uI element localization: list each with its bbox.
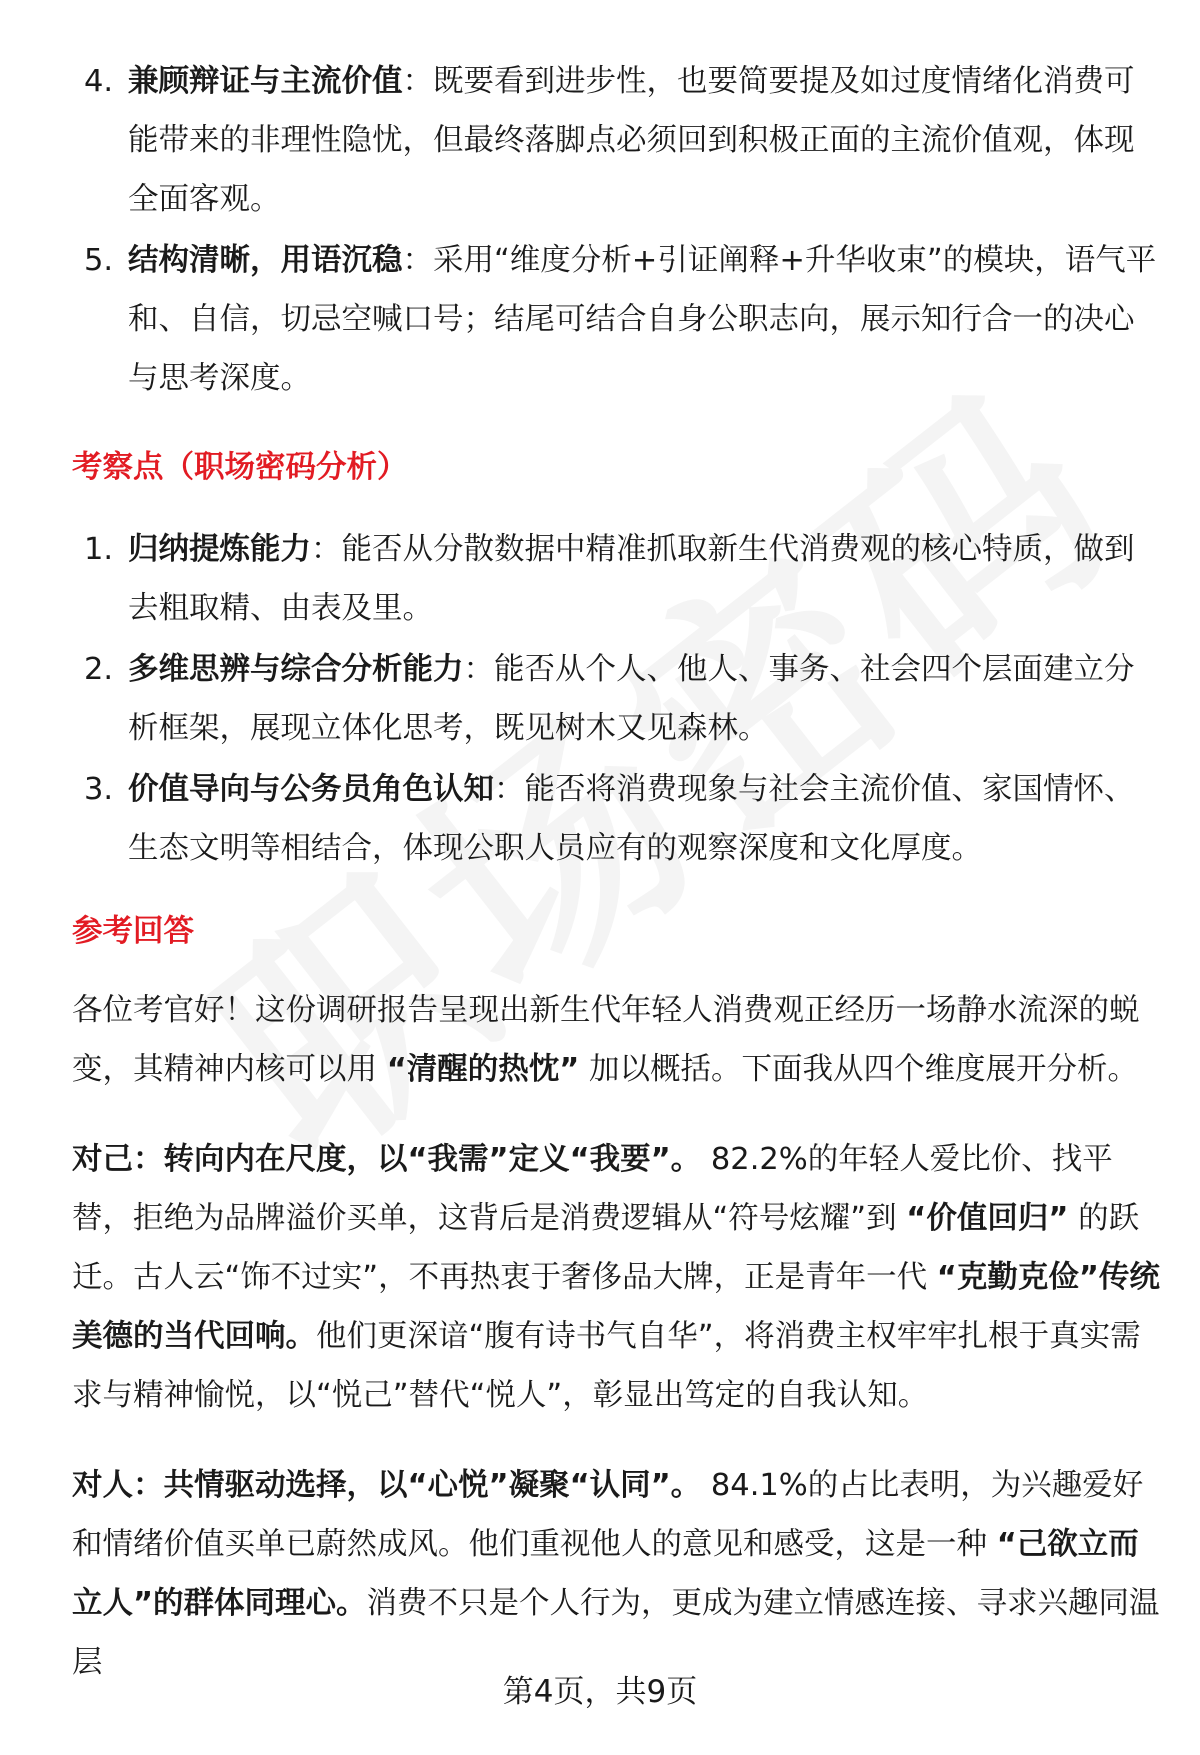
list-item <box>0 52 1200 229</box>
list-item-title: 结构清晰，用语沉稳 <box>128 243 403 278</box>
section-heading-exam-points: 考察点（职场密码分析） <box>72 450 408 485</box>
list-item-separator: ： <box>463 652 494 687</box>
requirements-list <box>0 52 1200 410</box>
paragraph-keyword: “克勤克俭”传统美德的当代回响。 <box>72 1260 1160 1354</box>
list-number: 4. <box>84 64 114 99</box>
list-number: 3. <box>84 772 114 807</box>
list-item-title: 兼顾辩证与主流价值 <box>128 64 403 99</box>
paragraph-text: 的跃迁。古人云“饰不过实”，不再热衷于奢侈品大牌，正是青年一代 <box>72 1201 1140 1295</box>
list-item <box>0 760 1200 878</box>
list-item-text: 能否从个人、他人、事务、社会四个层面建立分析框架，展现立体化思考，既见树木又见森林。 <box>128 652 1135 746</box>
paragraph-keyword: “己欲立而立人”的群体同理心。 <box>72 1527 1139 1621</box>
list-item <box>0 640 1200 758</box>
page-number-footer: 第4页，共9页 <box>502 1674 698 1710</box>
list-item <box>0 520 1200 638</box>
list-item-separator: ： <box>402 64 433 99</box>
paragraph-heading: 对人：共情驱动选择，以“心悦”凝聚“认同”。 <box>72 1468 702 1503</box>
paragraph-others <box>72 1456 1162 1692</box>
list-item-title: 价值导向与公务员角色认知 <box>128 772 494 807</box>
list-number: 1. <box>84 532 114 567</box>
paragraph-self <box>72 1130 1162 1425</box>
list-item-separator: ： <box>402 243 433 278</box>
paragraph-text: 消费不只是个人行为，更成为建立情感连接、寻求兴趣同温层 <box>72 1586 1160 1680</box>
paragraph-text: 82.2%的年轻人爱比价、找平替，拒绝为品牌溢价买单，这背后是消费逻辑从“符号炫耀”到 <box>72 1142 1113 1236</box>
list-item-text: 能否将消费现象与社会主流价值、家国情怀、生态文明等相结合，体现公职人员应有的观察深度和文化厚度。 <box>128 772 1135 866</box>
intro-text-end: 加以概括。下面我从四个维度展开分析。 <box>579 1052 1138 1087</box>
intro-text: 各位考官好！这份调研报告呈现出新生代年轻人消费观正经历一场静水流深的蜕变，其精神内核可以用 <box>72 993 1140 1087</box>
paragraph-text: 他们更深谙“腹有诗书气自华”，将消费主权牢牢扎根于真实需求与精神愉悦，以“悦己”替代“悦人”，彰显出笃定的自我认知。 <box>72 1319 1141 1413</box>
intro-keyword: “清醒的热忱” <box>386 1052 580 1087</box>
list-item-title: 多维思辨与综合分析能力 <box>128 652 464 687</box>
list-item-text: 能否从分散数据中精准抓取新生代消费观的核心特质，做到去粗取精、由表及里。 <box>128 532 1135 626</box>
paragraph-text: 84.1%的占比表明，为兴趣爱好和情绪价值买单已蔚然成风。他们重视他人的意见和感受，这是一种 <box>72 1468 1144 1562</box>
intro-paragraph <box>72 981 1162 1099</box>
list-item-separator: ： <box>311 532 342 567</box>
list-item <box>0 231 1200 408</box>
list-item-text: 既要看到进步性，也要简要提及如过度情绪化消费可能带来的非理性隐忧，但最终落脚点必须回到积极正面的主流价值观，体现全面客观。 <box>128 64 1135 217</box>
list-item-text: 采用“维度分析+引证阐释+升华收束”的模块，语气平和、自信，切忌空喊口号；结尾可结合自身公职志向，展示知行合一的决心与思考深度。 <box>128 243 1157 396</box>
list-item-separator: ： <box>494 772 525 807</box>
paragraph-keyword: “价值回归” <box>906 1201 1069 1236</box>
list-item-title: 归纳提炼能力 <box>128 532 311 567</box>
paragraph-heading: 对己：转向内在尺度，以“我需”定义“我要”。 <box>72 1142 702 1177</box>
list-number: 2. <box>84 652 114 687</box>
list-number: 5. <box>84 243 114 278</box>
exam-points-list <box>0 520 1200 880</box>
section-heading-reference-answer: 参考回答 <box>72 914 194 949</box>
